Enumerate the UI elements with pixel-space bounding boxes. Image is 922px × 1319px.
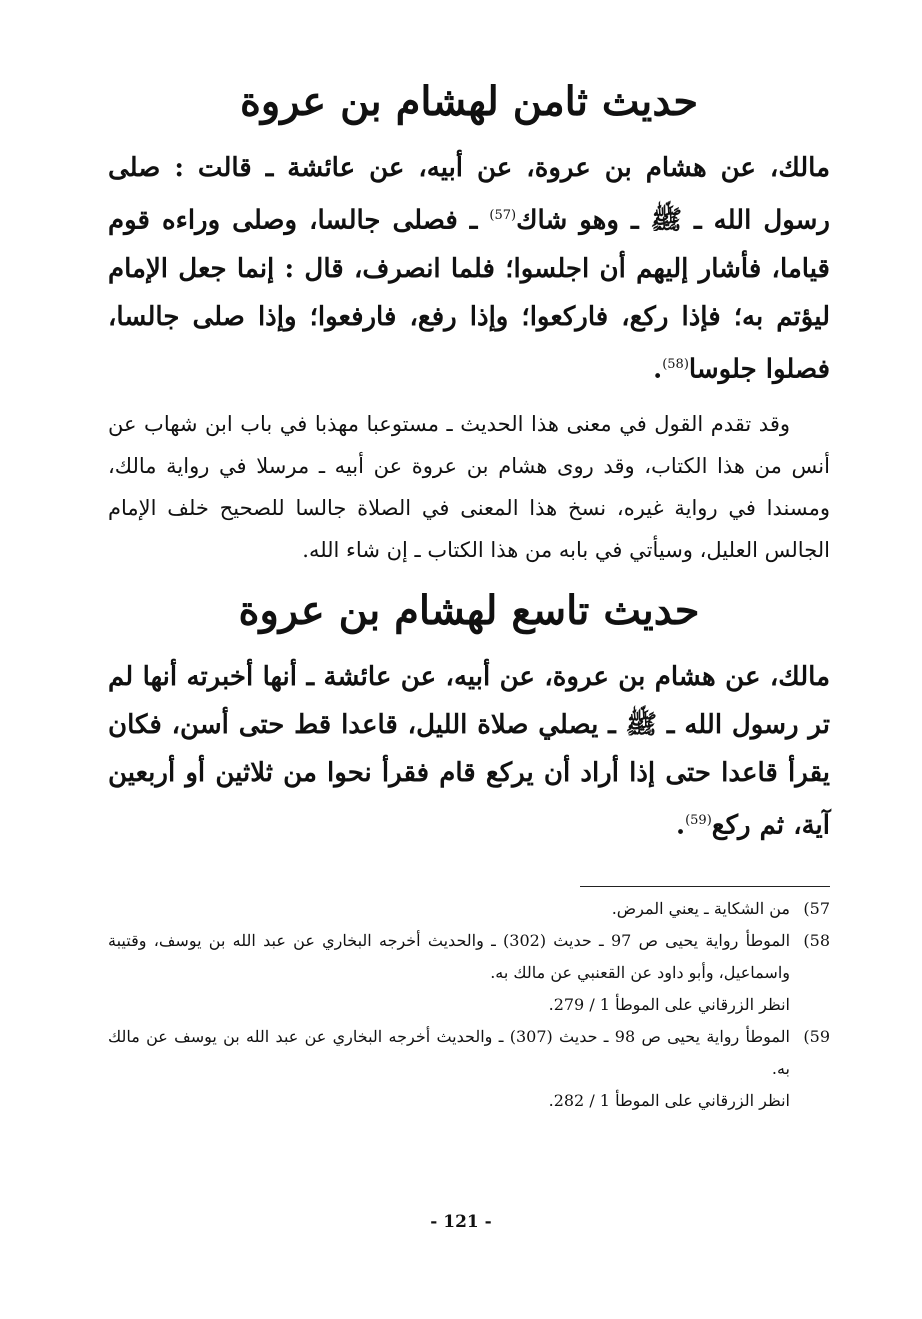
hadith-text-end: . bbox=[676, 810, 686, 841]
hadith-text-part-2: ـ فصلى جالسا، وصلى وراءه قوم قياما، فأشار إليهم أن اجلسوا؛ فلما انصرف، قال : إنما جعل الإمام ليؤتم به؛ فإذا ركع، فاركعوا؛ وإذا رفع، فارفعوا؛ وإذا صلى جالسا، فصلوا جلوسا bbox=[108, 205, 830, 385]
footnote-line: انظر الزرقاني على الموطأ 1 / 282. bbox=[548, 1091, 790, 1110]
footnote-number: 58) bbox=[803, 931, 830, 950]
footnote-line: الموطأ رواية يحيى ص 97 ـ حديث (302) ـ والحديث أخرجه البخاري عن عبد الله بن يوسف، وقتيبة واسماعيل، وأبو داود عن القعنبي عن مالك به. bbox=[108, 931, 791, 982]
footnote-ref-59: (59) bbox=[685, 813, 712, 829]
footnotes bbox=[108, 886, 830, 1117]
footnote-line: انظر الزرقاني على الموطأ 1 / 279. bbox=[548, 995, 790, 1014]
commentary-paragraph: وقد تقدم القول في معنى هذا الحديث ـ مستوعبا مهذبا في باب ابن شهاب عن أنس من هذا الكتاب، وقد روى هشام بن عروة عن أبيه ـ مرسلا في رواية مالك، ومسندا في رواية غيره، نسخ هذا المعنى في الصلاة جالسا للصحيح خلف الإمام الجالس العليل، وسيأتي في بابه من هذا الكتاب ـ إن شاء الله. bbox=[108, 412, 830, 563]
footnote-number: 57) bbox=[803, 899, 830, 918]
footnote-59 bbox=[108, 1021, 830, 1117]
hadith-text-body: مالك، عن هشام بن عروة، عن أبيه، عن عائشة ـ أنها أخبرته أنها لم تر رسول الله ـ ﷺ ـ يصلي صلاة الليل، قاعدا قط حتى أسن، فكان يقرأ قاعدا حتى إذا أراد أن يركع قام فقرأ نحوا من ثلاثين أو أربعين آية، ثم ركع bbox=[108, 662, 830, 841]
footnote-ref-57: (57) bbox=[489, 208, 517, 223]
hadith-text-8 bbox=[108, 144, 830, 393]
footnote-ref-58: (58) bbox=[662, 356, 689, 372]
hadith-text-part-1: مالك، عن هشام بن عروة، عن أبيه، عن عائشة ـ قالت : صلى رسول الله ـ ﷺ ـ وهو شاك bbox=[108, 153, 830, 236]
footnote-57 bbox=[108, 893, 830, 925]
page-number: - 121 - bbox=[430, 1212, 492, 1232]
footnote-divider bbox=[580, 886, 830, 887]
hadith-text-end: . bbox=[653, 354, 663, 385]
main-text bbox=[108, 70, 830, 850]
footnote-line: من الشكاية ـ يعني المرض. bbox=[611, 899, 790, 918]
footnote-58 bbox=[108, 925, 830, 1021]
section-title-9: حديث تاسع لهشام بن عروة bbox=[238, 587, 700, 635]
footnote-number: 59) bbox=[803, 1027, 830, 1046]
footnote-line: الموطأ رواية يحيى ص 98 ـ حديث (307) ـ والحديث أخرجه البخاري عن عبد الله بن يوسف عن مالك به. bbox=[108, 1027, 791, 1078]
hadith-text-9 bbox=[108, 653, 830, 850]
section-title-8: حديث ثامن لهشام بن عروة bbox=[239, 78, 699, 125]
